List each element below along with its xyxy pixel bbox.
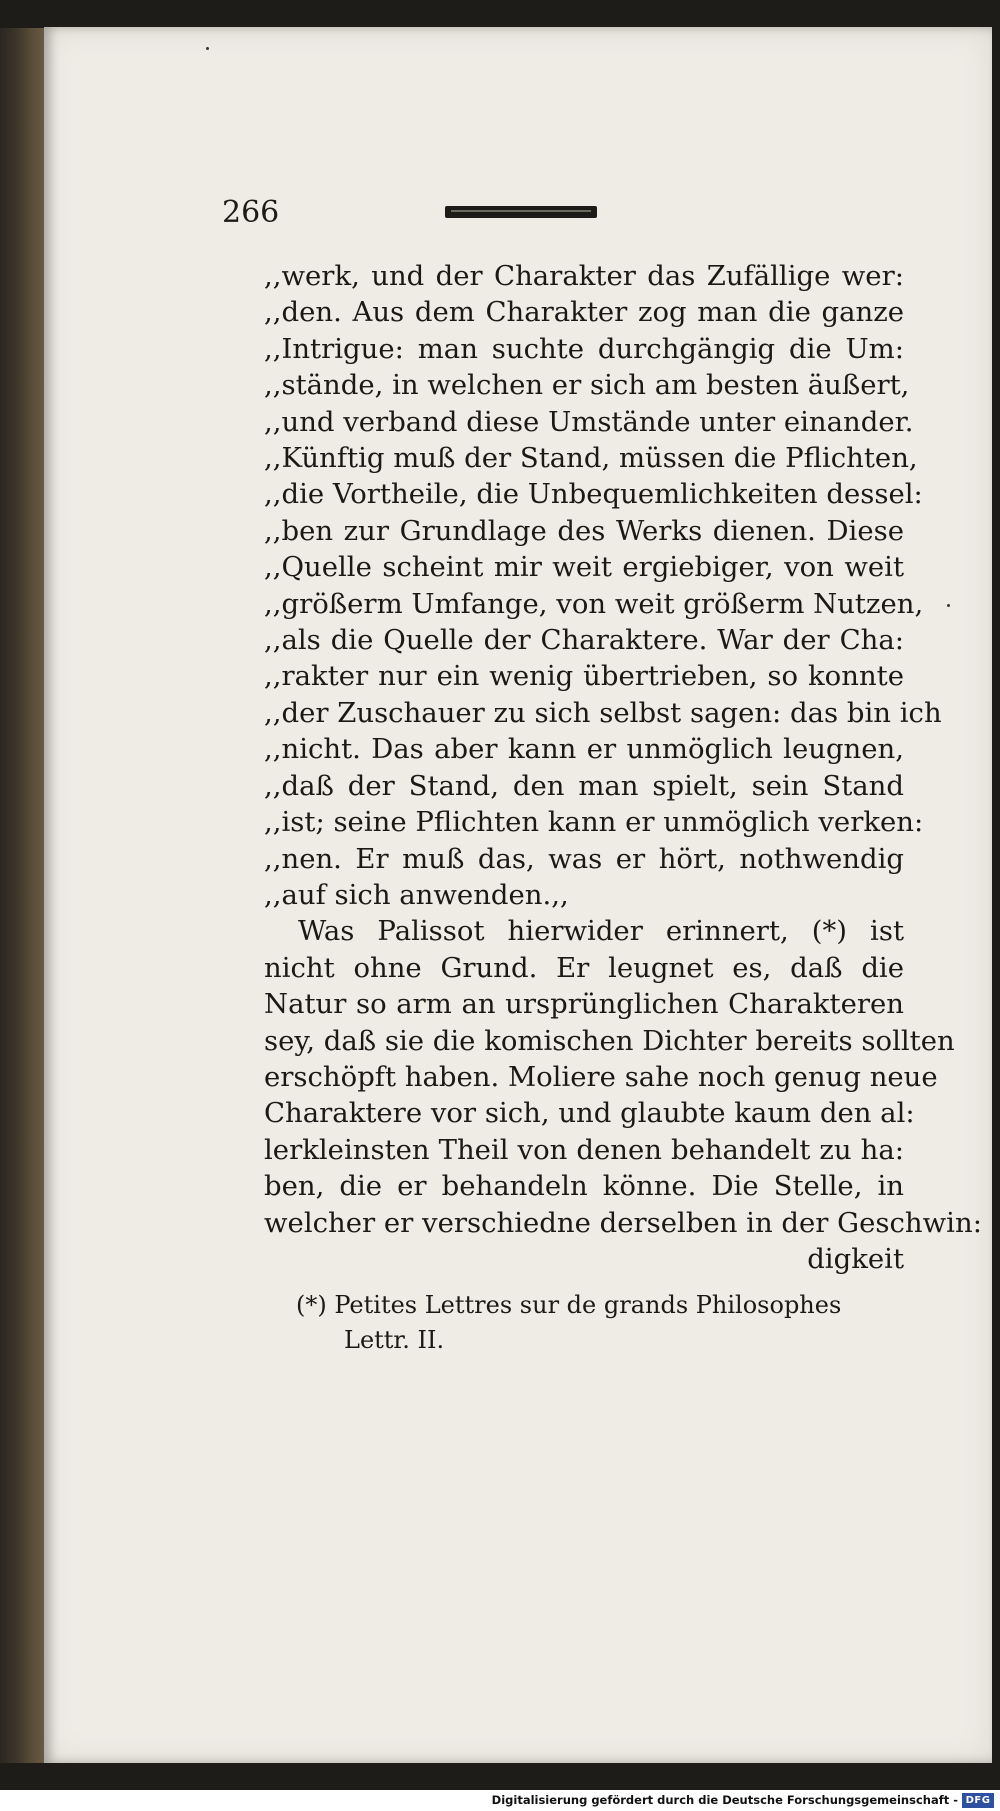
header-ornament: [445, 206, 597, 218]
text-line: ,,nen. Er muß das, was er hört, nothwendig: [264, 842, 904, 875]
text-line: ,,rakter nur ein wenig übertrieben, so konnte: [264, 660, 904, 693]
text-line: welcher er verschiedne derselben in der Geschwin:: [264, 1206, 982, 1239]
text-line: ,,ist; seine Pflichten kann er unmöglich verken:: [264, 806, 924, 839]
text-line: ,,stände, in welchen er sich am besten äußert,: [264, 369, 910, 402]
text-line: lerkleinsten Theil von denen behandelt zu ha:: [264, 1133, 904, 1166]
running-header: [222, 193, 672, 233]
text-line: ,,Künftig muß der Stand, müssen die Pflichten,: [264, 442, 918, 475]
text-line: ,,die Vortheile, die Unbequemlichkeiten dessel:: [264, 478, 923, 511]
digitization-footer: [0, 1790, 1000, 1811]
paper-speck: [206, 47, 209, 50]
footnote-line: (*) Petites Lettres sur de grands Philosophes: [296, 1291, 842, 1319]
text-line: ben, die er behandeln könne. Die Stelle, in: [264, 1170, 904, 1203]
text-line: erschöpft haben. Moliere sahe noch genug neue: [264, 1060, 938, 1093]
text-line: ,,auf sich anwenden.,,: [264, 878, 569, 911]
text-line: ,,Intrigue: man suchte durchgängig die Um:: [264, 332, 904, 365]
text-line: nicht ohne Grund. Er leugnet es, daß die: [264, 951, 904, 984]
body-text: [264, 258, 982, 1277]
footnote-line: Lettr. II.: [344, 1326, 445, 1354]
page-number: 266: [222, 195, 280, 230]
paper-speck: [947, 604, 950, 607]
text-line: digkeit: [807, 1242, 904, 1275]
book-spine: [0, 28, 46, 1763]
dfg-logo: DFG: [962, 1793, 994, 1808]
text-line: sey, daß sie die komischen Dichter bereits sollten: [264, 1024, 955, 1057]
text-line: ,,den. Aus dem Charakter zog man die ganze: [264, 296, 904, 329]
text-line: Charaktere vor sich, und glaubte kaum den al:: [264, 1097, 915, 1130]
text-line: ,,Quelle scheint mir weit ergiebiger, von weit: [264, 551, 904, 584]
text-line: ,,größerm Umfange, von weit größerm Nutzen,: [264, 587, 924, 620]
text-line: ,,als die Quelle der Charaktere. War der Cha:: [264, 624, 904, 657]
text-line: Was Palissot hierwider erinnert, (*) ist: [298, 915, 904, 948]
funding-credit: Digitalisierung gefördert durch die Deutsche Forschungsgemeinschaft -: [491, 1793, 958, 1807]
text-line: ,,nicht. Das aber kann er unmöglich leugnen,: [264, 733, 904, 766]
text-line: Natur so arm an ursprünglichen Charakteren: [264, 988, 904, 1021]
text-line: ,,und verband diese Umstände unter einander.: [264, 405, 914, 438]
footnote: [296, 1288, 908, 1358]
text-line: ,,ben zur Grundlage des Werks dienen. Diese: [264, 514, 904, 547]
text-line: ,,werk, und der Charakter das Zufällige wer:: [264, 260, 904, 292]
text-line: ,,der Zuschauer zu sich selbst sagen: das bin ich: [264, 696, 942, 729]
text-line: ,,daß der Stand, den man spielt, sein Stand: [264, 769, 904, 802]
